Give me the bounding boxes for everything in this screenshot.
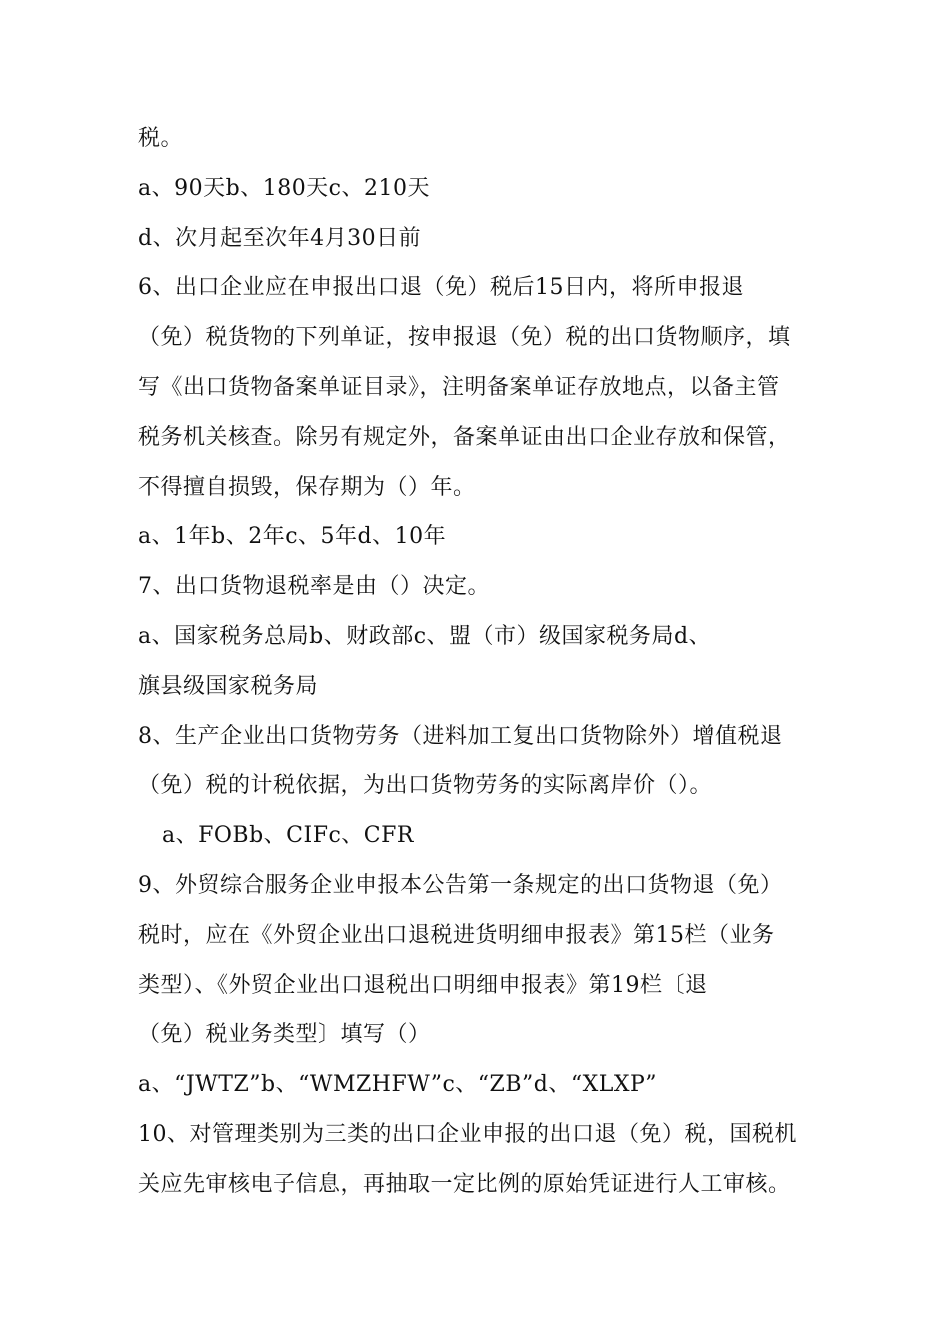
text-line: 税务机关核查。除另有规定外，备案单证由出口企业存放和保管， [138, 424, 791, 450]
text-line: a、“JWTZ”b、“WMZHFW”c、“ZB”d、“XLXP” [138, 1072, 658, 1098]
text-line: （免）税业务类型〕填写（） [138, 1022, 431, 1048]
question-6-line: 6、出口企业应在申报出口退（免）税后15日内，将所申报退 [138, 275, 744, 301]
text-line: 不得擅自损毁，保存期为（）年。 [138, 474, 476, 500]
text-line: 税。 [138, 126, 184, 151]
question-10-line: 10、对管理类别为三类的出口企业申报的出口退（免）税，国税机 [138, 1121, 797, 1147]
text-line: d、次月起至次年4月30日前 [138, 225, 422, 251]
text-line: a、FOBb、CIFc、CFR [162, 823, 414, 849]
text-line: （免）税货物的下列单证，按申报退（免）税的出口货物顺序，填 [138, 325, 791, 351]
text-line: a、1年b、2年c、5年d、10年 [138, 524, 447, 550]
question-8-line: 8、生产企业出口货物劳务（进料加工复出口货物除外）增值税退 [138, 723, 783, 749]
text-line: 写《出口货物备案单证目录》，注明备案单证存放地点，以备主管 [138, 374, 780, 400]
text-line: 类型）、《外贸企业出口退税出口明细申报表》第19栏〔退 [138, 972, 708, 998]
text-line: 税时，应在《外贸企业出口退税进货明细申报表》第15栏（业务 [138, 922, 775, 948]
text-line: a、国家税务总局b、财政部c、盟（市）级国家税务局d、 [138, 623, 712, 649]
question-7-line: 7、出口货物退税率是由（）决定。 [138, 574, 490, 600]
text-line: 旗县级国家税务局 [138, 673, 319, 699]
text-line: a、90天b、180天c、210天 [138, 175, 430, 201]
text-line: 关应先审核电子信息，再抽取一定比例的原始凭证进行人工审核。 [138, 1171, 791, 1197]
document-body [138, 114, 838, 1210]
text-line: （免）税的计税依据，为出口货物劳务的实际离岸价（）。 [138, 773, 713, 799]
question-9-line: 9、外贸综合服务企业申报本公告第一条规定的出口货物退（免） [138, 872, 783, 898]
